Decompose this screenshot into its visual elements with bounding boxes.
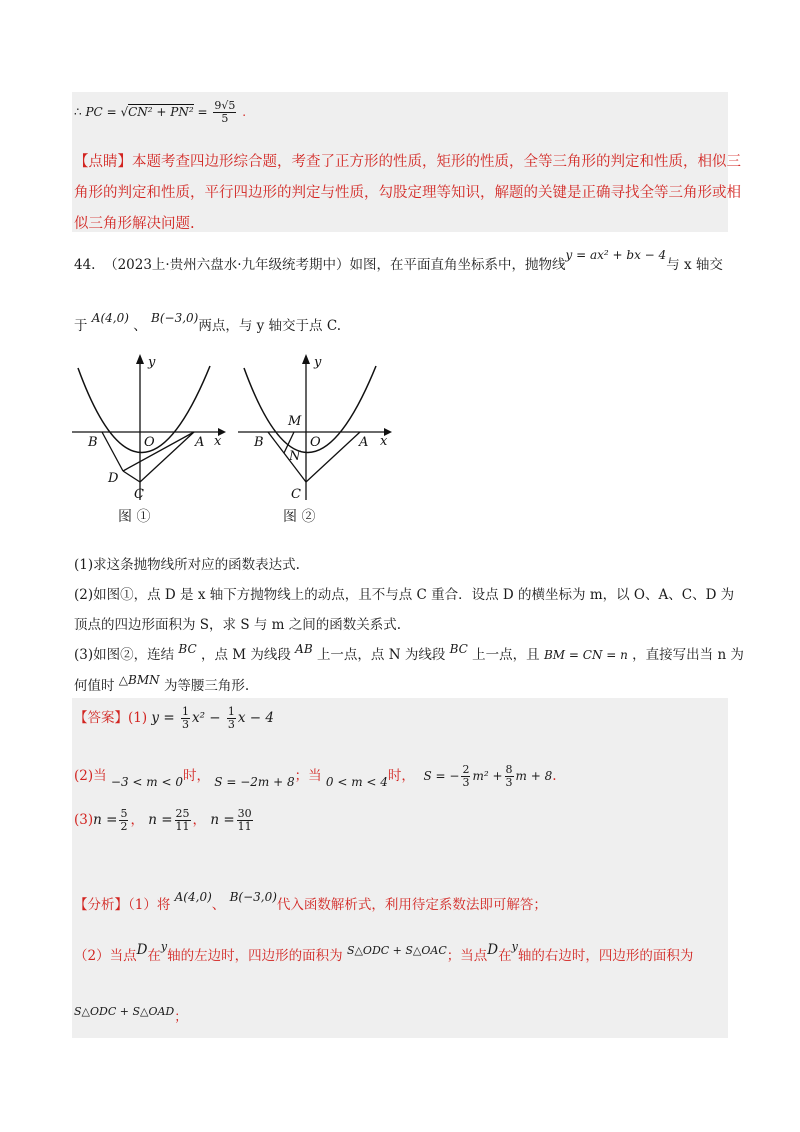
label-N: N — [289, 449, 301, 464]
label-A: A — [359, 435, 369, 450]
label-x: x — [380, 434, 388, 449]
question-2-line-2: 顶点的四边形面积为 S，求 S 与 m 之间的函数关系式. — [74, 617, 402, 633]
segment-DC — [123, 471, 140, 482]
y-axis-arrow — [136, 354, 144, 364]
label-C: C — [291, 487, 301, 502]
problem-line-2: 于 A(4,0) 、 B(−3,0)两点，与 y 轴交于点 C. — [74, 311, 341, 334]
question-3-line-2: 何值时 △BMN 为等腰三角形. — [74, 673, 250, 694]
analysis-line-1: 【分析】（1）将 A(4,0)、 B(−3,0)代入函数解析式，利用待定系数法即可解答； — [74, 890, 547, 913]
label-y: y — [314, 355, 322, 370]
dianjing-line-3: 似三角形解决问题. — [74, 216, 195, 232]
figure-2-graph — [234, 348, 396, 504]
dianjing-line-2: 角形的判定和性质，平行四边形的判定与性质，勾股定理等知识，解题的关键是正确寻找全等三角形或相 — [74, 185, 741, 201]
label-M: M — [288, 414, 302, 429]
label-C: C — [134, 487, 144, 502]
answer-line-2: (2)当 −3 < m < 0时， S = −2m + 8；当 0 < m < 4时， S = − $\frac{2}{3}$ m² + $\frac{8}{3}$ m + 8. — [74, 763, 557, 789]
problem-line-1: 44. （2023上·贵州六盘水·九年级统考期中）如图，在平面直角坐标系中，抛物线y = ax² + bx − 4与 x 轴交 — [74, 248, 723, 273]
pc-result-line: ∴ PC = √CN² + PN² = $\frac{9√5}{5}$ . — [74, 99, 247, 125]
pc-fraction: $\frac{9√5}{5}$ — [214, 99, 236, 125]
label-O: O — [310, 435, 321, 450]
label-B: B — [88, 435, 98, 450]
figure-1-caption: 图 ① — [118, 509, 151, 525]
answer-tag: 【答案】 — [74, 710, 128, 726]
segment-BD — [102, 432, 123, 471]
dianjing-line-1: 【点睛】本题考查四边形综合题，考查了正方形的性质，矩形的性质，全等三角形的判定和性质，相似三 — [74, 154, 741, 170]
answer-block — [72, 698, 728, 1038]
question-1: (1)求这条抛物线所对应的函数表达式. — [74, 557, 300, 573]
dianjing-tag: 【点睛】 — [74, 154, 132, 170]
label-O: O — [144, 435, 155, 450]
figure-1-graph — [68, 348, 230, 504]
label-x: x — [214, 434, 222, 449]
label-B: B — [254, 435, 264, 450]
answer-line-1: 【答案】(1) y = $\frac{1}{3}$ x² − $\frac{1}{3}$ x − 4 — [74, 705, 274, 731]
sqrt-expression: √CN² + PN² — [120, 105, 194, 119]
label-y: y — [148, 355, 156, 370]
analysis-line-2: （2）当点D在$^y$轴的左边时，四边形的面积为 $^{S\triangle ODC + S\triangle OAC}$；当点D在$^y$轴的右边时，四边形的面积为 — [74, 940, 694, 964]
label-A: A — [195, 435, 205, 450]
y-axis-arrow — [302, 354, 310, 364]
answer-line-3: (3)n = $\frac{5}{2}$ ， n = $\frac{25}{11}$ ， n = $\frac{30}{11}$ — [74, 807, 252, 833]
problem-number: 44. — [74, 257, 96, 273]
question-3-line-1: (3)如图②，连结 BC ，点 M 为线段 AB 上一点，点 N 为线段 BC 上一点，且 BM = CN = n ，直接写出当 n 为 — [74, 642, 744, 663]
label-D: D — [108, 471, 119, 486]
parabola-equation: y = ax² + bx − 4 — [565, 248, 667, 262]
analysis-line-3: S△ODC + S△OAD； — [74, 1005, 188, 1025]
question-2-line-1: (2)如图①，点 D 是 x 轴下方抛物线上的动点，且不与点 C 重合．设点 D 的横坐标为 m，以 O、A、C、D 为 — [74, 587, 735, 603]
analysis-tag: 【分析】 — [74, 897, 128, 913]
figure-2-caption: 图 ② — [283, 509, 316, 525]
